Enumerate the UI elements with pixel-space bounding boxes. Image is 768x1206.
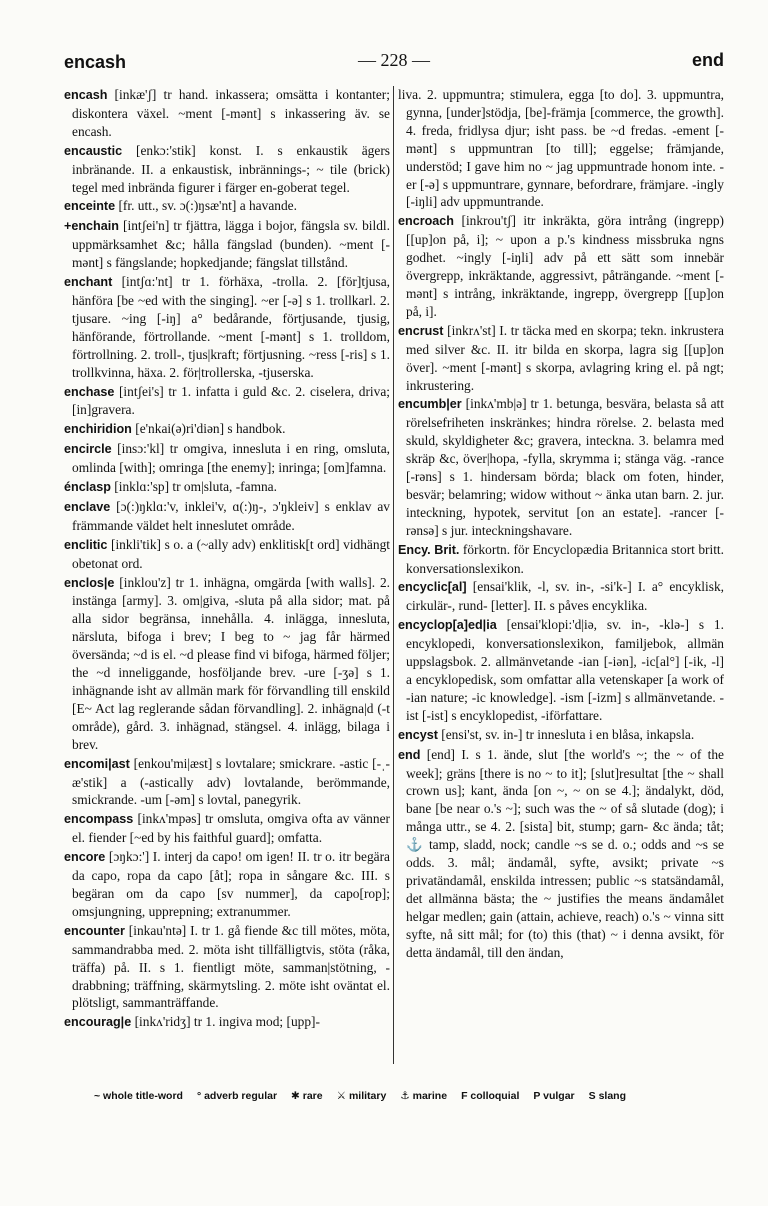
entry-definition: liva. 2. uppmuntra; stimulera, egga [to do]. 3. uppmuntra, gynna, [under]stödja, [be]-främja [commerce, the growth]. 4. freda, fridlysa djur; isht pass. be ~d fredas. -ement [-mənt] s uppmuntran [to till]; eggelse; främjande, understöd; I gave him no ~ jag uppmuntrade honom inte. -er [-ə] s uppmuntrare, gynnare, befordrare, främjare. -ingly [-iŋli] adv uppmuntrande.: [398, 87, 724, 210]
legend-item: ⚔ military: [336, 1090, 387, 1102]
entry-headword: enchant: [64, 275, 113, 290]
entry-definition: [inkau'ntə] I. tr 1. gå fiende &c till mötes, möta, sammandrabba med. 2. möta isht tillfälligtvis, stöta (råka, träffa) på. II. s 1. fientligt möte, samman|stötning, -drabbning; träffning, skärmytsling. 2. möte isht oväntat el. plötsligt, sammanträffande.: [72, 922, 390, 1011]
dictionary-entry: [64, 86, 390, 141]
dictionary-entry: [398, 395, 724, 539]
entry-definition: [intʃei'n] tr fjättra, lägga i bojor, fängsla sv. bildl. uppmärksamhet &c; hålla fängslad (bunden). ~ment [-mənt] s fängslande; hopkedjande; fängslat tillstånd.: [72, 218, 390, 271]
entry-definition: [inkæ'ʃ] tr hand. inkassera; omsätta i kontanter; diskontera växel. ~ment [-mənt] s inkassering äv. se encash.: [72, 87, 390, 139]
dictionary-entry: [398, 746, 724, 962]
legend-item: ° adverb regular: [196, 1090, 278, 1102]
dictionary-entry: [398, 541, 724, 578]
dictionary-entry: [64, 420, 390, 439]
entry-definition: [end] I. s 1. ände, slut [the world's ~; the ~ of the week]; gräns [there is no ~ to it]; [slut]resultat [the ~ shall crown us]; kant, ända [on ~, ~ on se 4.]; ändalykt, död, bane [be near o.'s ~]; such was the ~ of så slutade (dog); i många uttr., se 4. 2. [sista] bit, stump; garn- &c ända; tåt; ⚓ tamp, sladd, nock; candle ~s se d. o.; odds and ~s se odds. 3. mål; ändamål, syfte, avsikt; private ~s privatändamål, enskilda intressen; public ~s statsändamål, det allmänna bästa; the ~ justifies the means ändamålet helgar medlen; gain (attain, achieve, reach) o.'s ~ vinna sitt syfte, nå sitt mål; for (to) this (that) ~ i denna avsikt, för detta ändamål, till den ändan,: [406, 746, 724, 960]
entry-headword: Ency. Brit.: [398, 542, 460, 557]
dictionary-entry: [64, 1013, 390, 1032]
dictionary-entry: [64, 383, 390, 420]
dictionary-entry: [64, 142, 390, 197]
right-column: [398, 86, 724, 1064]
entry-definition: [inkʌ'mpəs] tr omsluta, omgiva ofta av vänner el. fiender [~ed by his faithful guard]; omfatta.: [72, 811, 390, 846]
entry-headword: encaustic: [64, 143, 123, 158]
dictionary-entry: [398, 212, 724, 320]
legend-item: P vulgar: [533, 1090, 575, 1102]
dictionary-entry: [64, 810, 390, 847]
dictionary-entry: [64, 273, 390, 381]
entry-definition: [insɔ:'kl] tr omgiva, innesluta i en ring, omsluta, omlinda [with]; omringa [the enemy]; inringa; [om]famna.: [72, 441, 390, 476]
entry-headword: enclave: [64, 499, 111, 514]
entry-definition: [ɔ(:)ŋklɑ:'v, inklei'v, ɑ(:)ŋ-, ɔ'ŋkleiv] s enklav av främmande väldet helt inneslutet område.: [72, 498, 390, 533]
header-first-word: encash: [64, 52, 127, 72]
entry-definition: [ensai'klik, -l, sv. in-, -si'k-] I. a° encyklisk, cirkulär-, rund- [letter]. II. s påves encyklika.: [406, 579, 724, 614]
dictionary-entry: [64, 440, 390, 477]
dictionary-entry: [398, 322, 724, 395]
entry-definition: [inkli'tik] s o. a (~ally adv) enklitisk[t ord] vidhängt obetonat ord.: [72, 536, 390, 571]
dictionary-entry: [64, 217, 390, 272]
entry-headword: enchase: [64, 384, 115, 399]
entry-headword: encrust: [398, 323, 444, 338]
entry-definition: [ensi'st, sv. in-] tr innesluta i en blåsa, inkapsla.: [441, 726, 695, 742]
entry-definition: [ensai'klopi:'d|iə, sv. in-, -klə-] s 1. encyklopedi, konversationslexikon, familjebok, allmän uppslagsbok. 2. allmänvetande -ian [-iən], -ic[al°] [-ik, -l] a encyklopedisk, som omfattar alla vetenskaper [a work of -ian nature; -ic knowledge]. -ism [-izm] s allmänvetande. -ist [-ist] s encyklopedist, -iförfattare.: [406, 617, 724, 723]
dictionary-entry: [64, 755, 390, 810]
dictionary-entry: [64, 197, 390, 216]
dictionary-entry: [64, 574, 390, 754]
entry-definition: [intʃei's] tr 1. infatta i guld &c. 2. ciselera, driva; [in]gravera.: [72, 383, 390, 418]
entry-headword: encompass: [64, 812, 134, 827]
entry-headword: encourag|e: [64, 1015, 132, 1030]
legend-item: F colloquial: [461, 1090, 520, 1102]
entry-headword: encash: [64, 88, 108, 102]
dictionary-entry: [64, 536, 390, 573]
entry-definition: [intʃɑ:'nt] tr 1. förhäxa, -trolla. 2. [för]tjusa, hänföra [be ~ed with the singing]. ~er [-ə] s 1. trollkarl. 2. tjusare. ~ing [-iŋ] a° bedårande, förtjusande, tjusig, hänförande, förtrollande. ~ment [-mənt] s 1. trolldom, förtrollning. 2. troll-, tjus|kraft; förtjusning. ~ress [-ris] s 1. trollkvinna, häxa. 2. för|trollerska, -tjuserska.: [72, 274, 390, 380]
entry-headword: +enchain: [64, 219, 119, 234]
entry-definition: [e'nkai(ə)ri'diən] s handbok.: [135, 421, 286, 437]
entry-headword: enceinte: [64, 199, 116, 214]
entry-definition: [inklou'z] tr 1. inhägna, omgärda [with walls]. 2. instänga [army]. 3. om|giva, -sluta på alla sidor; mat. på alla sidor begränsa, innehålla. 4. inlägga, innesluta, närsluta, bifoga i brev; I beg to ~ jag får härmed översända; ~d is el. ~d please find vi bifoga, härmed följer; the ~d inneliggande, hosföljande brev. -ure [-ʒə] s 1. inhägnande isht av allmän mark för förvandling till enskild [E~ Act lag reglerande sådan förvandling]. 2. inhägna|d (-t område), gård. 3. inhägnad, stängsel. 4. inlägg, bilaga i brev.: [72, 574, 390, 752]
entry-headword: encumb|er: [398, 397, 462, 412]
entry-definition: [inkʌ'mb|ə] tr 1. betunga, besvära, belasta så att rörelsefriheten inskränkes; hindra rörelse. 2. belasta med skuld, skyldigheter &c; gravera, inteckna. 3. belamra med skräp &c, över|hopa, -fylla, skrymma i; stänga väg. -rance [-rəns] s 1. hindersam börda; black om foten, hinder, besvär; belamring; widow without ~ änka utan barn. 2. jur. inteckning, hypotek, servitut [on an estate]. -rancer [-rənsə] s jur. inteckningshavare.: [406, 396, 724, 538]
dictionary-entry: [398, 726, 724, 745]
dictionary-entry: [398, 86, 724, 211]
header-last-word: end: [691, 50, 724, 70]
entry-definition: [enkou'mi|æst] s lovtalare; smickrare. -astic [-ˌ-æ'stik] a (-astically adv) lovtalande, berömmande, smickrande. -um [-əm] s lovtal, panegyrik.: [72, 755, 390, 808]
entry-definition: [inkrou'tʃ] itr inkräkta, göra intrång (ingrepp) [[up]on på, i]; ~ upon a p.'s kindness missbruka ngns godhet. ~ingly [-iŋli] adv på ett sätt som innebär övergrepp, inkräktande, aggressivt, påträngande. ~ment [-mənt] s intrång, inkräktande, ingrepp, övergrepp [[up]on på, i].: [406, 213, 724, 319]
entry-headword: encomi|ast: [64, 756, 130, 771]
left-column: [64, 86, 390, 1064]
page-header: [64, 50, 724, 76]
entry-headword: end: [398, 747, 421, 762]
entry-headword: encore: [64, 850, 106, 865]
legend-item: S slang: [588, 1090, 627, 1102]
entry-headword: encyclic[al]: [398, 580, 467, 595]
legend-item: ⚓ marine: [400, 1090, 448, 1102]
entry-headword: encircle: [64, 442, 112, 457]
entry-headword: encyclop[a]ed|ia: [398, 618, 497, 633]
entry-definition: [enkɔ:'stik] konst. I. s enkaustik ägers inbränande. II. a enkaustisk, inbrännings-; ~ tile (brick) tegel med inbrända figurer i färger en-goberat tegel.: [72, 142, 390, 195]
entry-headword: énclasp: [64, 480, 111, 495]
dictionary-entry: [64, 848, 390, 921]
entry-headword: encroach: [398, 214, 454, 229]
entry-headword: encounter: [64, 923, 125, 938]
entry-definition: förkortn. för Encyclopædia Britannica stort britt. konversationslexikon.: [406, 541, 724, 576]
entry-definition: [inkrʌ'st] I. tr täcka med en skorpa; tekn. inkrustera med silver &c. II. itr bilda en skorpa, lagra sig [[up]on över]. ~ment [-mənt] s skorpa, avlagring kring el. på ngt; inkrustering.: [406, 322, 724, 393]
entry-definition: [fr. utt., sv. ɔ(:)ŋsæ'nt] a havande.: [118, 198, 297, 214]
column-divider: [393, 86, 394, 1064]
entry-definition: [inkʌ'ridʒ] tr 1. ingiva mod; [upp]-: [134, 1014, 320, 1030]
page-number: — 228 —: [358, 50, 430, 70]
entry-headword: enclitic: [64, 537, 108, 552]
entry-headword: enchiridion: [64, 422, 132, 437]
dictionary-entry: [398, 616, 724, 724]
dictionary-entry: [64, 922, 390, 1013]
abbreviation-legend: [94, 1090, 714, 1102]
entry-headword: encyst: [398, 727, 438, 742]
dictionary-entry: [398, 578, 724, 615]
legend-item: ~ whole title-word: [94, 1090, 183, 1102]
legend-item: ✱ rare: [291, 1090, 323, 1102]
dictionary-entry: [64, 478, 390, 497]
entry-definition: [ɔŋkɔ:'] I. interj da capo! om igen! II. tr o. itr begära da capo, ropa da capo [åt]; ropa in sångare &c. III. s begäran om da capo [sv nummer], da capo[rop]; omsjungning, upprepning; extranummer.: [72, 849, 390, 919]
dictionary-entry: [64, 498, 390, 535]
entry-headword: enclos|e: [64, 575, 115, 590]
entry-definition: [inklɑ:'sp] tr om|sluta, -famna.: [114, 479, 277, 495]
